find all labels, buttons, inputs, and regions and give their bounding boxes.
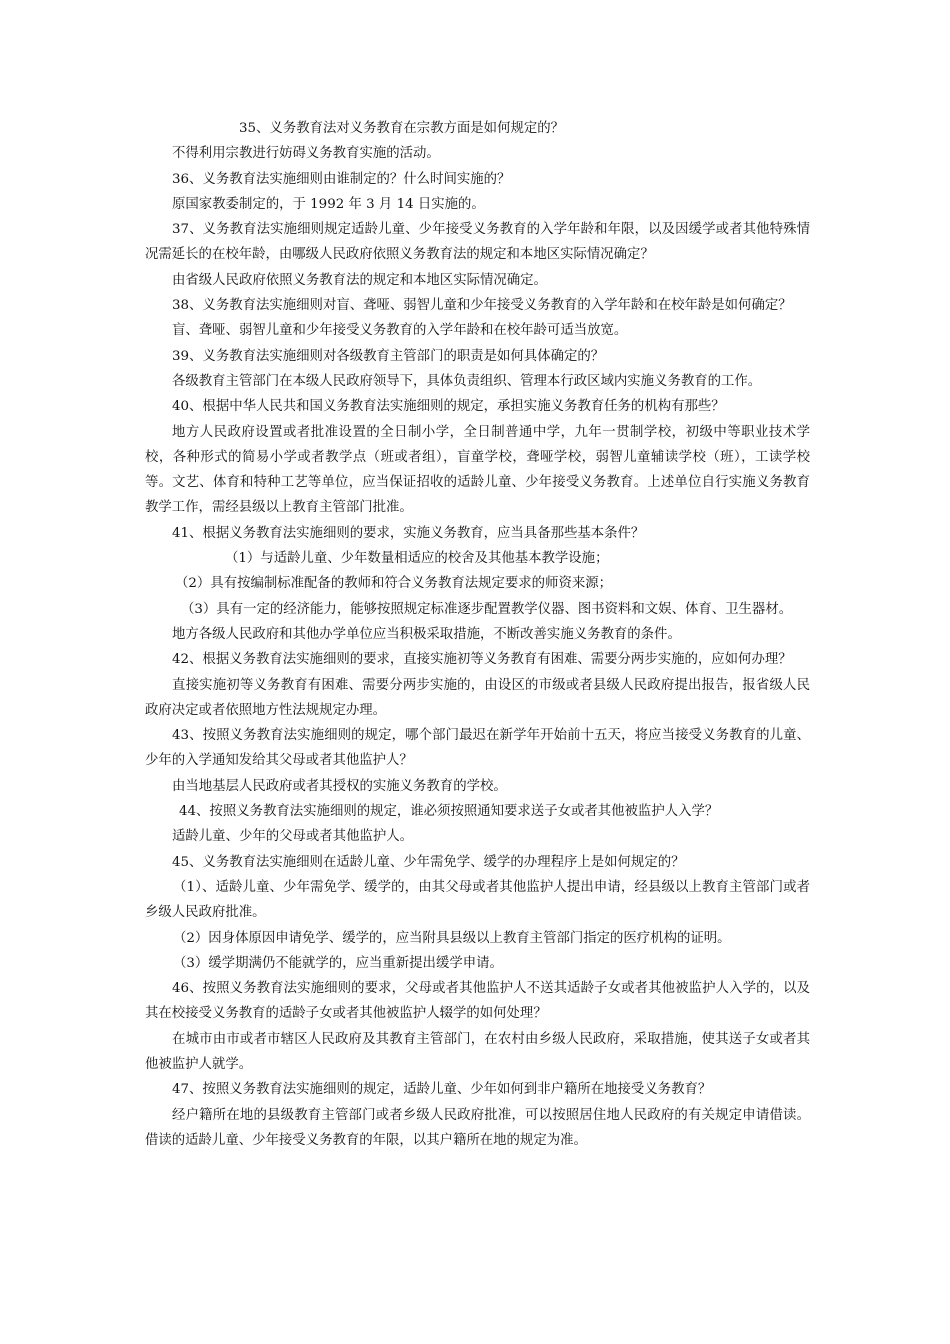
question-44: 44、按照义务教育法实施细则的规定，谁必须按照通知要求送子女或者其他被监护人入学？ xyxy=(179,804,719,820)
answer-37: 由省级人民政府依照义务教育法的规定和本地区实际情况确定。 xyxy=(172,272,547,288)
answer-45-item-3: （3）缓学期满仍不能就学的，应当重新提出缓学申请。 xyxy=(173,955,503,971)
answer-45-item-1: （1）、适龄儿童、少年需免学、缓学的，由其父母或者其他监护人提出申请，经县级以上教育主管部门或者乡级人民政府批准。 xyxy=(145,879,810,921)
question-37: 37、义务教育法实施细则规定适龄儿童、少年接受义务教育的入学年龄和年限，以及因缓学或者其他特殊情况需延长的在校年龄，由哪级人民政府依照义务教育法的规定和本地区实际情况确定？ xyxy=(145,222,810,263)
question-40: 40、根据中华人民共和国义务教育法实施细则的规定，承担实施义务教育任务的机构有那些？ xyxy=(172,399,725,415)
answer-44: 适龄儿童、少年的父母或者其他监护人。 xyxy=(172,829,414,845)
answer-47: 经户籍所在地的县级教育主管部门或者乡级人民政府批准，可以按照居住地人民政府的有关规定申请借读。借读的适龄儿童、少年接受义务教育的年限，以其户籍所在地的规定为准。 xyxy=(145,1107,810,1148)
document-page xyxy=(145,116,810,1153)
question-47: 47、按照义务教育法实施细则的规定，适龄儿童、少年如何到非户籍所在地接受义务教育？ xyxy=(172,1082,712,1098)
answer-35: 不得利用宗教进行妨碍义务教育实施的活动。 xyxy=(172,146,440,162)
question-46: 46、按照义务教育法实施细则的要求，父母或者其他监护人不送其适龄子女或者其他被监护人入学的，以及其在校接受义务教育的适龄子女或者其他被监护人辍学的如何处理？ xyxy=(145,981,810,1022)
answer-41-item-2: （2）具有按编制标准配备的教师和符合义务教育法规定要求的师资来源； xyxy=(175,576,613,592)
question-39: 39、义务教育法实施细则对各级教育主管部门的职责是如何具体确定的？ xyxy=(172,348,605,364)
answer-46: 在城市由市或者市辖区人民政府及其教育主管部门，在农村由乡级人民政府，采取措施，使其送子女或者其他被监护人就学。 xyxy=(145,1031,810,1072)
answer-38: 盲、聋哑、弱智儿童和少年接受义务教育的入学年龄和在校年龄可适当放宽。 xyxy=(172,323,628,339)
question-43: 43、按照义务教育法实施细则的规定，哪个部门最迟在新学年开始前十五天，将应当接受义务教育的儿童、少年的入学通知发给其父母或者其他监护人？ xyxy=(145,728,810,769)
answer-36: 原国家教委制定的，于 1992 年 3 月 14 日实施的。 xyxy=(172,196,485,212)
answer-45-item-2: （2）因身体原因申请免学、缓学的，应当附具县级以上教育主管部门指定的医疗机构的证明。 xyxy=(173,930,731,946)
answer-40: 地方人民政府设置或者批准设置的全日制小学，全日制普通中学，九年一贯制学校，初级中等职业技术学校，各种形式的简易小学或者教学点（班或者组），盲童学校，聋哑学校，弱智儿童辅读学校（班），工读学校等。文艺、体育和特种工艺等单位，应当保证招收的适龄儿童、少年接受义务教育。上述单位自行实施义务教育教学工作，需经县级以上教育主管部门批准。 xyxy=(145,424,810,516)
question-36: 36、义务教育法实施细则由谁制定的？什么时间实施的？ xyxy=(172,171,511,187)
question-35: 35、义务教育法对义务教育在宗教方面是如何规定的？ xyxy=(239,121,565,136)
answer-41-note: 地方各级人民政府和其他办学单位应当积极采取措施，不断改善实施义务教育的条件。 xyxy=(172,626,681,642)
answer-41-item-3: （3）具有一定的经济能力，能够按照规定标准逐步配置教学仪器、图书资料和文娱、体育、卫生器材。 xyxy=(181,601,793,617)
question-45: 45、义务教育法实施细则在适龄儿童、少年需免学、缓学的办理程序上是如何规定的？ xyxy=(172,854,685,870)
question-42: 42、根据义务教育法实施细则的要求，直接实施初等义务教育有困难、需要分两步实施的，应如何办理？ xyxy=(172,652,792,668)
answer-42: 直接实施初等义务教育有困难、需要分两步实施的，由设区的市级或者县级人民政府提出报告，报省级人民政府决定或者依照地方性法规规定办理。 xyxy=(145,677,810,718)
question-41: 41、根据义务教育法实施细则的要求，实施义务教育，应当具备那些基本条件？ xyxy=(172,525,645,541)
answer-43: 由当地基层人民政府或者其授权的实施义务教育的学校。 xyxy=(172,778,507,794)
answer-41-item-1: （1）与适龄儿童、少年数量相适应的校舍及其他基本教学设施； xyxy=(225,551,609,567)
answer-39: 各级教育主管部门在本级人民政府领导下，具体负责组织、管理本行政区域内实施义务教育的工作。 xyxy=(172,373,762,389)
question-38: 38、义务教育法实施细则对盲、聋哑、弱智儿童和少年接受义务教育的入学年龄和在校年龄是如何确定？ xyxy=(172,298,792,314)
